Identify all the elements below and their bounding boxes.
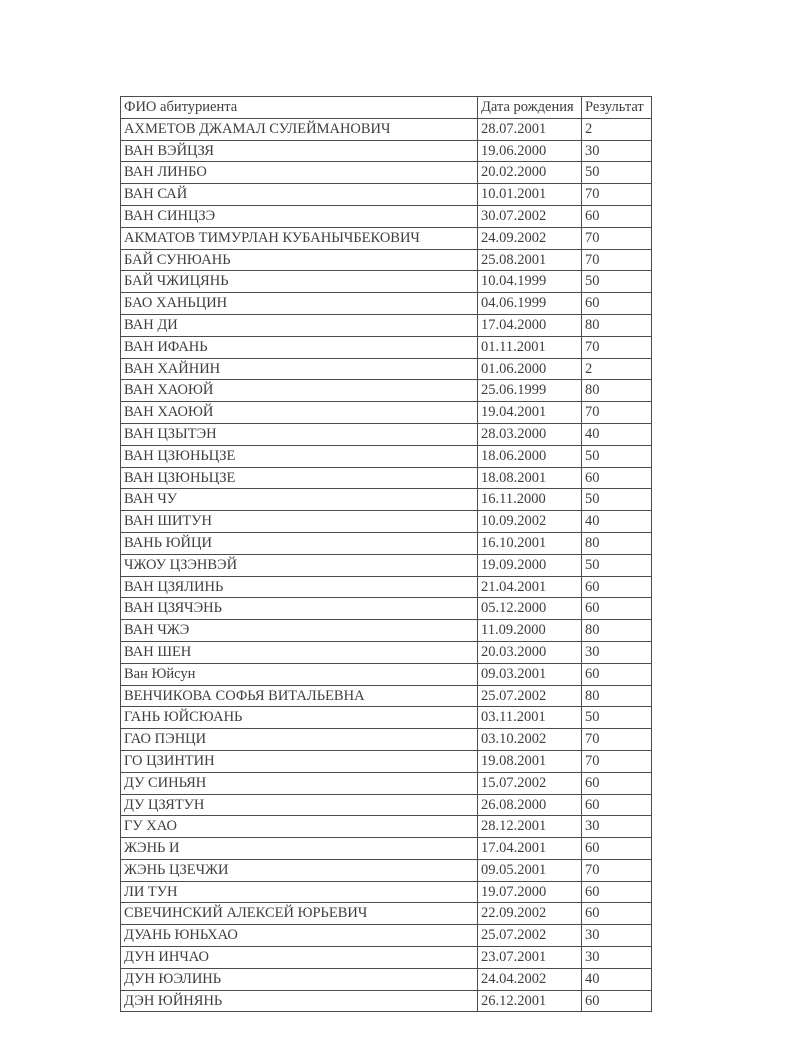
cell-result: 50	[582, 554, 652, 576]
table-row	[121, 968, 652, 990]
table-row	[121, 925, 652, 947]
cell-birth-date: 22.09.2002	[478, 903, 582, 925]
cell-applicant-name: ГО ЦЗИНТИН	[121, 750, 478, 772]
cell-birth-date: 10.09.2002	[478, 511, 582, 533]
table-row	[121, 598, 652, 620]
cell-applicant-name: ВАН ХАОЮЙ	[121, 402, 478, 424]
table-row	[121, 423, 652, 445]
table-header-row	[121, 97, 652, 119]
cell-birth-date: 25.06.1999	[478, 380, 582, 402]
cell-applicant-name: ВАН ИФАНЬ	[121, 336, 478, 358]
table-row	[121, 227, 652, 249]
cell-result: 80	[582, 685, 652, 707]
cell-applicant-name: ДУН ЮЭЛИНЬ	[121, 968, 478, 990]
cell-birth-date: 01.11.2001	[478, 336, 582, 358]
table-row	[121, 467, 652, 489]
cell-result: 30	[582, 816, 652, 838]
table-row	[121, 729, 652, 751]
table-row	[121, 903, 652, 925]
table-row	[121, 816, 652, 838]
cell-birth-date: 25.07.2002	[478, 925, 582, 947]
cell-birth-date: 18.08.2001	[478, 467, 582, 489]
cell-result: 2	[582, 358, 652, 380]
cell-result: 30	[582, 140, 652, 162]
cell-result: 70	[582, 402, 652, 424]
cell-result: 50	[582, 707, 652, 729]
table-row	[121, 336, 652, 358]
cell-birth-date: 25.08.2001	[478, 249, 582, 271]
cell-result: 80	[582, 314, 652, 336]
table-row	[121, 554, 652, 576]
cell-applicant-name: БАО ХАНЬЦИН	[121, 293, 478, 315]
table-row	[121, 118, 652, 140]
cell-applicant-name: ВАН ЛИНБО	[121, 162, 478, 184]
cell-applicant-name: ВАН ЦЗЮНЬЦЗЕ	[121, 445, 478, 467]
table-row	[121, 380, 652, 402]
table-row	[121, 140, 652, 162]
column-header-dob: Дата рождения	[478, 97, 582, 119]
table-row	[121, 707, 652, 729]
cell-applicant-name: АКМАТОВ ТИМУРЛАН КУБАНЫЧБЕКОВИЧ	[121, 227, 478, 249]
table-row	[121, 881, 652, 903]
cell-applicant-name: БАЙ СУНЮАНЬ	[121, 249, 478, 271]
cell-applicant-name: ЖЭНЬ И	[121, 838, 478, 860]
cell-birth-date: 19.08.2001	[478, 750, 582, 772]
cell-birth-date: 20.02.2000	[478, 162, 582, 184]
cell-applicant-name: ДУАНЬ ЮНЬХАО	[121, 925, 478, 947]
cell-applicant-name: Ван Юйсун	[121, 663, 478, 685]
cell-result: 30	[582, 641, 652, 663]
cell-birth-date: 15.07.2002	[478, 772, 582, 794]
cell-birth-date: 24.09.2002	[478, 227, 582, 249]
table-row	[121, 402, 652, 424]
cell-result: 60	[582, 838, 652, 860]
cell-result: 30	[582, 925, 652, 947]
cell-result: 70	[582, 750, 652, 772]
cell-applicant-name: ВАН ШЕН	[121, 641, 478, 663]
cell-applicant-name: ВЕНЧИКОВА СОФЬЯ ВИТАЛЬЕВНА	[121, 685, 478, 707]
cell-result: 70	[582, 859, 652, 881]
table-row	[121, 859, 652, 881]
cell-result: 60	[582, 663, 652, 685]
cell-birth-date: 17.04.2000	[478, 314, 582, 336]
cell-birth-date: 11.09.2000	[478, 620, 582, 642]
cell-birth-date: 10.01.2001	[478, 184, 582, 206]
cell-result: 60	[582, 576, 652, 598]
cell-birth-date: 05.12.2000	[478, 598, 582, 620]
cell-applicant-name: ВАН ВЭЙЦЗЯ	[121, 140, 478, 162]
cell-birth-date: 30.07.2002	[478, 205, 582, 227]
cell-birth-date: 03.10.2002	[478, 729, 582, 751]
table-row	[121, 947, 652, 969]
cell-birth-date: 04.06.1999	[478, 293, 582, 315]
table-row	[121, 184, 652, 206]
cell-birth-date: 16.10.2001	[478, 532, 582, 554]
cell-birth-date: 18.06.2000	[478, 445, 582, 467]
cell-result: 70	[582, 184, 652, 206]
cell-result: 60	[582, 990, 652, 1012]
cell-birth-date: 03.11.2001	[478, 707, 582, 729]
cell-result: 60	[582, 881, 652, 903]
cell-applicant-name: СВЕЧИНСКИЙ АЛЕКСЕЙ ЮРЬЕВИЧ	[121, 903, 478, 925]
cell-birth-date: 28.03.2000	[478, 423, 582, 445]
cell-applicant-name: ГУ ХАО	[121, 816, 478, 838]
cell-applicant-name: ВАН ДИ	[121, 314, 478, 336]
cell-birth-date: 26.12.2001	[478, 990, 582, 1012]
cell-result: 70	[582, 729, 652, 751]
cell-result: 60	[582, 794, 652, 816]
cell-applicant-name: ЧЖОУ ЦЗЭНВЭЙ	[121, 554, 478, 576]
table-row	[121, 445, 652, 467]
cell-result: 60	[582, 772, 652, 794]
cell-birth-date: 10.04.1999	[478, 271, 582, 293]
cell-applicant-name: ВАН ЧУ	[121, 489, 478, 511]
table-row	[121, 838, 652, 860]
cell-applicant-name: ДЭН ЮЙНЯНЬ	[121, 990, 478, 1012]
cell-result: 40	[582, 511, 652, 533]
table-row	[121, 358, 652, 380]
cell-result: 50	[582, 162, 652, 184]
table-row	[121, 162, 652, 184]
cell-result: 60	[582, 598, 652, 620]
column-header-result: Результат	[582, 97, 652, 119]
table-row	[121, 750, 652, 772]
cell-applicant-name: ГАНЬ ЮЙСЮАНЬ	[121, 707, 478, 729]
cell-applicant-name: ЖЭНЬ ЦЗЕЧЖИ	[121, 859, 478, 881]
table-row	[121, 663, 652, 685]
cell-applicant-name: ВАН ЦЗЯЧЭНЬ	[121, 598, 478, 620]
cell-result: 70	[582, 336, 652, 358]
table-row	[121, 794, 652, 816]
cell-result: 60	[582, 293, 652, 315]
cell-birth-date: 19.07.2000	[478, 881, 582, 903]
cell-birth-date: 19.04.2001	[478, 402, 582, 424]
cell-result: 60	[582, 205, 652, 227]
table-row	[121, 489, 652, 511]
cell-birth-date: 23.07.2001	[478, 947, 582, 969]
cell-applicant-name: ДУ ЦЗЯТУН	[121, 794, 478, 816]
table-row	[121, 249, 652, 271]
cell-applicant-name: ВАН ХАЙНИН	[121, 358, 478, 380]
cell-result: 80	[582, 620, 652, 642]
cell-birth-date: 01.06.2000	[478, 358, 582, 380]
table-row	[121, 271, 652, 293]
table-row	[121, 205, 652, 227]
cell-birth-date: 09.05.2001	[478, 859, 582, 881]
cell-birth-date: 25.07.2002	[478, 685, 582, 707]
cell-result: 70	[582, 227, 652, 249]
table-row	[121, 576, 652, 598]
cell-result: 40	[582, 423, 652, 445]
cell-birth-date: 16.11.2000	[478, 489, 582, 511]
cell-result: 50	[582, 445, 652, 467]
cell-result: 80	[582, 532, 652, 554]
cell-result: 50	[582, 271, 652, 293]
cell-result: 70	[582, 249, 652, 271]
cell-applicant-name: ВАНЬ ЮЙЦИ	[121, 532, 478, 554]
cell-birth-date: 28.07.2001	[478, 118, 582, 140]
cell-result: 50	[582, 489, 652, 511]
cell-birth-date: 21.04.2001	[478, 576, 582, 598]
table-row	[121, 620, 652, 642]
table-row	[121, 314, 652, 336]
table-row	[121, 772, 652, 794]
cell-applicant-name: ЛИ ТУН	[121, 881, 478, 903]
cell-applicant-name: ВАН ЦЗЯЛИНЬ	[121, 576, 478, 598]
table-row	[121, 990, 652, 1012]
cell-birth-date: 17.04.2001	[478, 838, 582, 860]
cell-applicant-name: АХМЕТОВ ДЖАМАЛ СУЛЕЙМАНОВИЧ	[121, 118, 478, 140]
cell-applicant-name: ВАН ЧЖЭ	[121, 620, 478, 642]
cell-result: 60	[582, 467, 652, 489]
table-row	[121, 511, 652, 533]
cell-applicant-name: ДУ СИНЬЯН	[121, 772, 478, 794]
cell-birth-date: 20.03.2000	[478, 641, 582, 663]
cell-applicant-name: ВАН ХАОЮЙ	[121, 380, 478, 402]
table-row	[121, 532, 652, 554]
cell-birth-date: 28.12.2001	[478, 816, 582, 838]
table-row	[121, 685, 652, 707]
table-row	[121, 293, 652, 315]
cell-applicant-name: БАЙ ЧЖИЦЯНЬ	[121, 271, 478, 293]
cell-result: 80	[582, 380, 652, 402]
cell-birth-date: 24.04.2002	[478, 968, 582, 990]
table-row	[121, 641, 652, 663]
cell-birth-date: 19.06.2000	[478, 140, 582, 162]
cell-birth-date: 19.09.2000	[478, 554, 582, 576]
cell-applicant-name: ВАН ЦЗЫТЭН	[121, 423, 478, 445]
table-body	[121, 118, 652, 1012]
applicants-table	[120, 96, 652, 1012]
cell-applicant-name: ДУН ИНЧАО	[121, 947, 478, 969]
column-header-name: ФИО абитуриента	[121, 97, 478, 119]
cell-birth-date: 09.03.2001	[478, 663, 582, 685]
cell-applicant-name: ВАН ЦЗЮНЬЦЗЕ	[121, 467, 478, 489]
cell-result: 30	[582, 947, 652, 969]
cell-applicant-name: ВАН САЙ	[121, 184, 478, 206]
cell-result: 60	[582, 903, 652, 925]
cell-result: 40	[582, 968, 652, 990]
cell-applicant-name: ВАН ШИТУН	[121, 511, 478, 533]
cell-applicant-name: ГАО ПЭНЦИ	[121, 729, 478, 751]
cell-result: 2	[582, 118, 652, 140]
cell-birth-date: 26.08.2000	[478, 794, 582, 816]
cell-applicant-name: ВАН СИНЦЗЭ	[121, 205, 478, 227]
